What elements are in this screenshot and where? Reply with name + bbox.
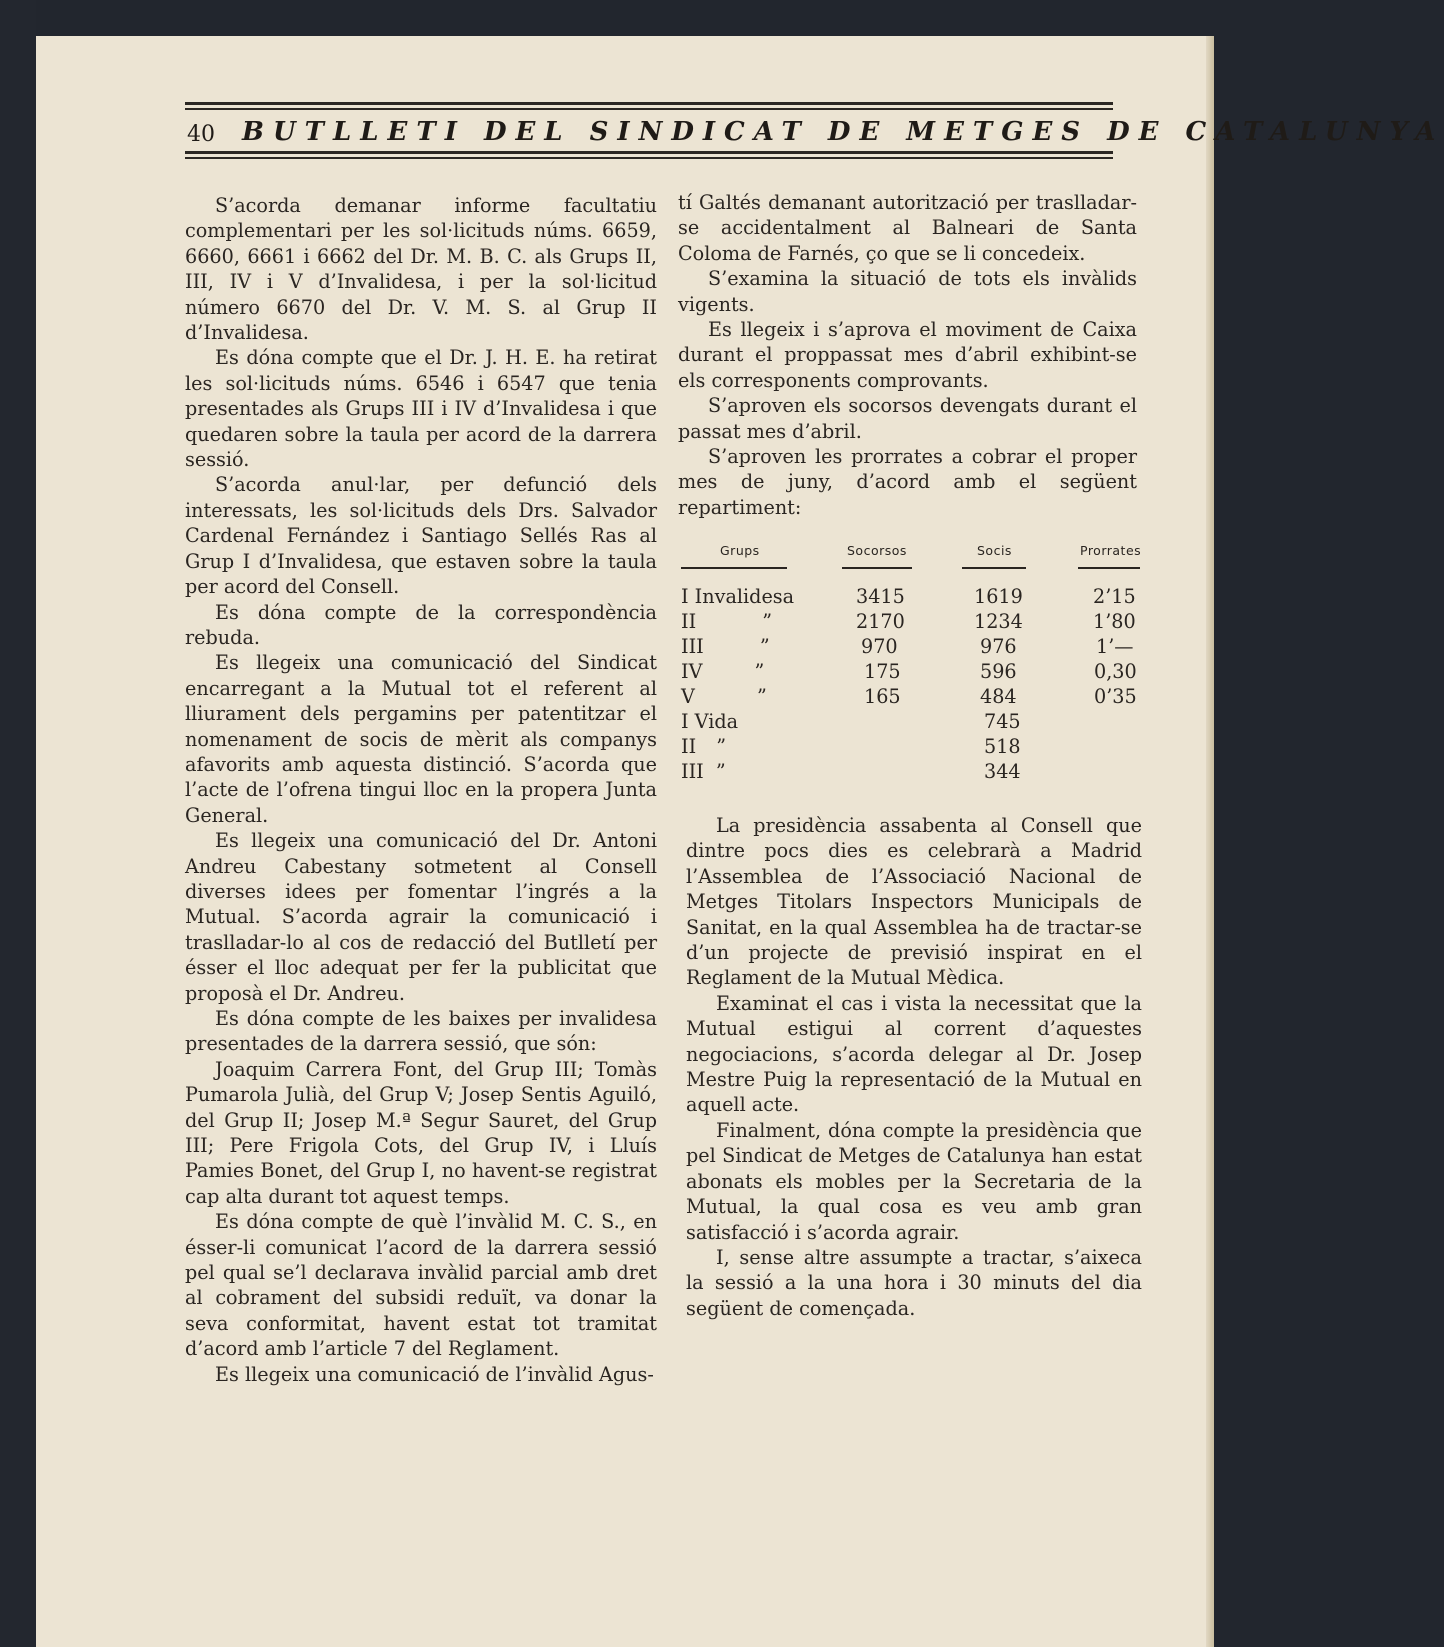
table-cell: 175	[864, 660, 901, 683]
paragraph: Es llegeix i s’aprova el moviment de Caixa durant el proppassat mes d’abril exhibint-se els corresponents comprovants.	[678, 318, 1137, 392]
header-rule-bottom-thin	[185, 157, 1113, 159]
table-cell: 2’15	[1093, 585, 1136, 608]
paragraph: Es llegeix una comunicació del Dr. Antoni Andreu Cabestany sotmetent al Consell diverses idees per fomentar l’ingrés a la Mutual. S’acorda agrair la comunicació i traslladar-lo al cos de redacció del Butlletí per ésser el lloc adequat per fer la publicitat que proposà el Dr. Andreu.	[185, 829, 657, 1005]
paragraph: S’aproven els socorsos devengats durant el passat mes d’abril.	[678, 394, 1137, 443]
page-header	[150, 80, 1444, 147]
table-header-rule	[842, 567, 912, 569]
page-edge	[1206, 36, 1214, 1647]
table-header-socis: Socis	[977, 543, 1012, 558]
table-header-rule	[962, 567, 1026, 569]
table-row	[678, 635, 1162, 660]
table-cell: 745	[984, 710, 1021, 733]
table-row	[678, 710, 1162, 735]
paragraph: La presidència assabenta al Consell que dintre pocs dies es celebrarà a Madrid l’Assemblea de l’Associació Nacional de Metges Titolars Inspectors Municipals de Sanitat, en la qual Assemblea ha de tractar-se d’un projecte de previsió inspirat en el Reglament de la Mutual Mèdica.	[686, 814, 1142, 990]
paragraph: S’acorda anul·lar, per defunció dels interessats, les sol·licituds dels Drs. Salvador Cardenal Fernández i Santiago Sellés Ras al Grup I d’Invalidesa, que estaven sobre la taula per acord del Consell.	[185, 473, 657, 599]
table-row	[678, 660, 1162, 685]
table-cell: 484	[980, 685, 1017, 708]
table-cell: II ”	[681, 610, 773, 633]
paragraph: Es dóna compte de què l’invàlid M. C. S., en ésser-li comunicat l’acord de la darrera sessió pel qual se’l declarava invàlid parcial amb dret al cobrament del subsidi reduït, va donar la seva conformitat, havent estat tot tramitat d’acord amb l’article 7 del Reglament.	[185, 1210, 657, 1361]
right-column-bottom	[686, 813, 1142, 1321]
paragraph: tí Galtés demanant autorització per traslladar-se accidentalment al Balneari de Santa Coloma de Farnés, ço que se li concedeix.	[678, 191, 1137, 265]
table-cell: 1234	[974, 610, 1023, 633]
table-cell: III ”	[681, 635, 770, 658]
table-cell: 1’—	[1096, 635, 1134, 658]
table-cell: 344	[984, 760, 1021, 783]
table-row	[678, 735, 1162, 760]
paragraph: S’acorda demanar informe facultatiu complementari per les sol·licituds núms. 6659, 6660, 6661 i 6662 del Dr. M. B. C. als Grups II, III, IV i V d’Invalidesa, i per la sol·licitud número 6670 del Dr. V. M. S. al Grup II d’Invalidesa.	[185, 194, 657, 345]
table-cell: V ”	[681, 685, 767, 708]
paragraph: Joaquim Carrera Font, del Grup III; Tomàs Pumarola Julià, del Grup V; Josep Sentis Aguiló, del Grup II; Josep M.ª Segur Sauret, del Grup III; Pere Frigola Cots, del Grup IV, i Lluís Pamies Bonet, del Grup I, no havent-se registrat cap alta durant tot aquest temps.	[185, 1057, 657, 1208]
table-header-rule	[1078, 567, 1140, 569]
table-row	[678, 760, 1162, 785]
table-header-socorsos: Socorsos	[847, 543, 907, 558]
table-row	[678, 685, 1162, 710]
left-column	[185, 193, 657, 1387]
table-cell: 970	[861, 635, 898, 658]
table-cell: 0,30	[1094, 660, 1137, 683]
running-title: BUTLLETI DEL SINDICAT DE METGES DE CATALUNYA	[242, 117, 1444, 147]
table-cell: IV ”	[681, 660, 765, 683]
paragraph: Es dóna compte que el Dr. J. H. E. ha retirat les sol·licituds núms. 6546 i 6547 que tenia presentades als Grups III i IV d’Invalidesa i que quedaren sobre la taula per acord de la darrera sessió.	[185, 346, 657, 472]
paragraph: Es llegeix una comunicació de l’invàlid Agus-	[215, 1362, 654, 1386]
paragraph: S’examina la situació de tots els invàlids vigents.	[678, 267, 1137, 316]
table-cell: 1619	[974, 585, 1023, 608]
page-number: 40	[187, 122, 215, 147]
right-column-top	[678, 190, 1137, 520]
paragraph: Es dóna compte de la correspondència rebuda.	[185, 600, 657, 649]
binder-background	[0, 0, 36, 1647]
table-cell: 1’80	[1093, 610, 1136, 633]
paragraph: S’aproven les prorrates a cobrar el proper mes de juny, d’acord amb el següent repartiment:	[678, 445, 1137, 519]
table-header-rule	[681, 567, 787, 569]
paragraph: Es dóna compte de les baixes per invalidesa presentades de la darrera sessió, que són:	[185, 1007, 657, 1056]
paragraph: I, sense altre assumpte a tractar, s’aixeca la sessió a la una hora i 30 minuts del dia següent de començada.	[686, 1245, 1142, 1320]
paragraph: Es llegeix una comunicació del Sindicat encarregant a la Mutual tot el referent al lliurament dels pergamins per patentitzar el nomenament de socis de mèrit als companys afavorits amb aquesta distinció. S’acorda que l’acte de l’ofrena tingui lloc en la propera Junta General.	[185, 651, 657, 827]
table-cell: 3415	[856, 585, 905, 608]
table-cell: III ”	[681, 760, 726, 783]
table-cell: I Vida	[681, 710, 739, 733]
table-cell: I Invalidesa	[681, 585, 795, 608]
table-row	[678, 610, 1162, 635]
table-cell: II ”	[681, 735, 727, 758]
table-cell: 2170	[856, 610, 905, 633]
paragraph: Examinat el cas i vista la necessitat que la Mutual estigui al corrent d’aquestes negociacions, s’acorda delegar al Dr. Josep Mestre Puig la representació de la Mutual en aquell acte.	[686, 991, 1142, 1117]
table-cell: 976	[980, 635, 1017, 658]
table-header-grups: Grups	[720, 543, 760, 558]
table-cell: 518	[984, 735, 1021, 758]
table-cell: 0’35	[1094, 685, 1137, 708]
header-rule-bottom	[185, 151, 1113, 154]
table-row	[678, 585, 1162, 610]
paragraph: Finalment, dóna compte la presidència que pel Sindicat de Metges de Catalunya han estat abonats els mobles per la Secretaria de la Mutual, la qual cosa es veu amb gran satisfacció i s’acorda agrair.	[686, 1118, 1142, 1244]
table-cell: 165	[864, 685, 901, 708]
table-header-prorrates: Prorrates	[1080, 543, 1142, 558]
table-cell: 596	[980, 660, 1017, 683]
